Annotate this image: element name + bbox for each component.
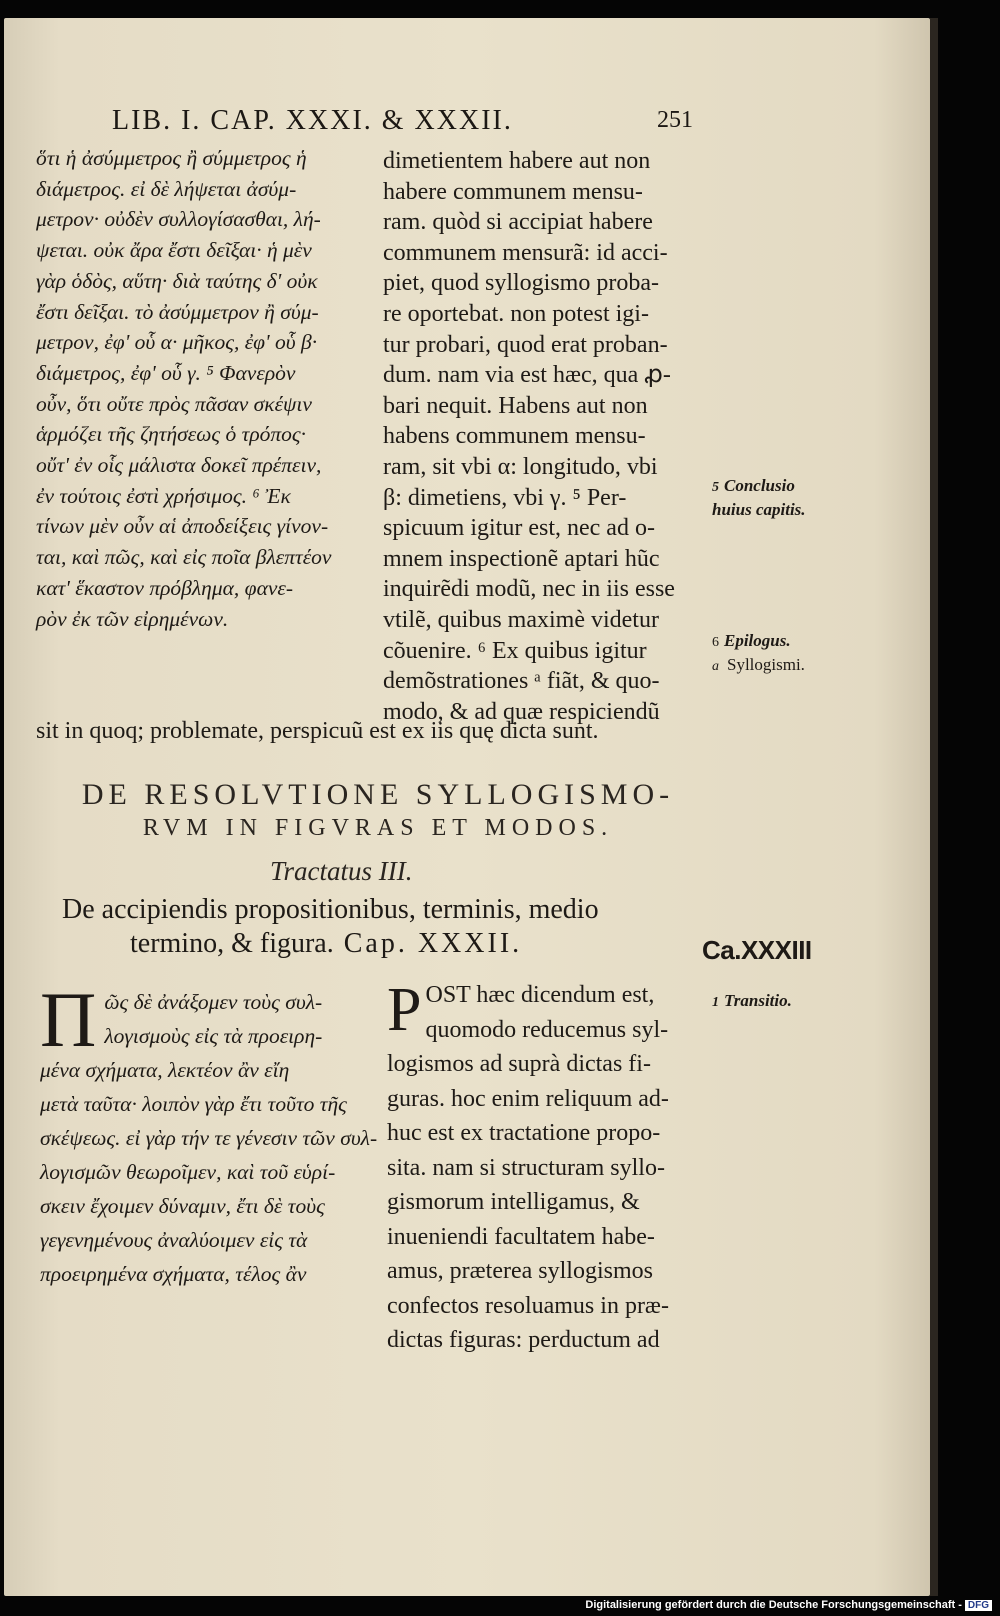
greek-column-1 (36, 143, 371, 634)
text-line: re oportebat. non potest igi- (383, 300, 649, 327)
running-head (112, 105, 812, 137)
page-edge (930, 18, 938, 1596)
running-head-text: LIB. I. CAP. XXXI. & XXXII. (112, 105, 513, 136)
text-line: ram, sit vbi α: longitudo, vbi (383, 453, 658, 480)
note-text: Transitio. (724, 991, 792, 1010)
text-line: mnem inspectionẽ aptari hũc (383, 545, 660, 572)
note-number: 6 (712, 635, 719, 650)
text-line: σκειν ἔχοιμεν δύναμιν, ἔτι δὲ τοὺς (40, 1194, 325, 1218)
text-line: διάμετρος, ἐφ' οὗ γ. ⁵ Φανερὸν (36, 360, 296, 385)
text-line: ψεται. οὐκ ἄρα ἔστι δεῖξαι· ἡ μὲν (36, 238, 312, 263)
note-number: 1 (712, 995, 719, 1010)
text-line: μετὰ ταῦτα· λοιπὸν γὰρ ἔτι τοῦτο τῆς (40, 1092, 347, 1116)
footer-text: Digitalisierung gefördert durch die Deutsche Forschungsgemeinschaft - (585, 1599, 962, 1611)
text-line: habens communem mensu- (383, 423, 646, 450)
section-title-line2: RVM IN FIGVRAS ET MODOS. (142, 815, 614, 841)
text-line: tur probari, quod erat proban- (383, 331, 668, 358)
text-line: ἔστι δεῖξαι. τὸ ἀσύμμετρον ἢ σύμ- (36, 299, 319, 324)
text-line: modo, & ad quæ respiciendũ (383, 698, 660, 725)
text-line: spicuum igitur est, nec ad o- (383, 515, 655, 542)
text-line: demõstrationes ᵃ fiãt, & quo- (383, 668, 660, 695)
text-line: sita. nam si structuram syllo- (387, 1154, 665, 1181)
text-line: β: dimetiens, vbi γ. ⁵ Per- (383, 484, 627, 511)
text-line: γὰρ ὁδὸς, αὕτη· διὰ ταύτης δ' οὐκ (36, 268, 318, 293)
text-line: κατ' ἕκαστον πρόβλημα, φανε- (36, 575, 294, 600)
text-line: μετρον· οὐδὲν συλλογίσασθαι, λή- (36, 207, 321, 232)
text-line: ram. quòd si accipiat habere (383, 209, 653, 236)
drop-cap: P (387, 976, 422, 1044)
text-line: γεγενημένους ἀναλύοιμεν εἰς τὰ (40, 1228, 308, 1252)
text-line: cõuenire. ⁶ Ex quibus igitur (383, 637, 647, 664)
text-line: σκέψεως. εἰ γὰρ τήν τε γένεσιν τῶν συλ- (40, 1126, 378, 1150)
text-line: habere communem mensu- (383, 178, 643, 205)
text-line: τίνων μὲν οὖν αἱ ἀποδείξεις γίνον- (36, 514, 329, 539)
text-line: μετρον, ἐφ' οὗ α· μῆκος, ἐφ' οὗ β· (36, 330, 318, 355)
chapter-number: Cap. XXXII. (343, 928, 523, 959)
margin-note-6 (712, 630, 832, 678)
text-line: vtilẽ, quibus maximè videtur (383, 606, 659, 633)
text-line: ἁρμόζει τῆς ζητήσεως ὁ τρόπος· (36, 422, 307, 447)
text-line: bari nequit. Habens aut non (383, 392, 648, 419)
text-line: οὔτ' ἐν οἷς μάλιστα δοκεῖ πρέπειν, (36, 453, 322, 478)
margin-note-5 (712, 475, 832, 521)
note-text: Conclusio huius capitis. (712, 476, 806, 519)
latin-column-1 (383, 146, 713, 727)
drop-cap: Π (40, 976, 97, 1063)
text-line: dum. nam via est hæc, qua ꝓ- (383, 362, 671, 389)
text-line: προειρημένα σχήματα, τέλος ἂν (40, 1262, 307, 1286)
text-line: ται, καὶ πῶς, καὶ εἰς ποῖα βλεπτέον (36, 545, 332, 570)
dfg-logo: DFG (965, 1600, 992, 1611)
text-line: ὅτι ἡ ἀσύμμετρος ἢ σύμμετρος ἡ (36, 146, 307, 170)
text-line: huc est ex tractatione propo- (387, 1120, 661, 1146)
note-text: Syllogismi. (727, 655, 805, 674)
latin-column-2 (387, 978, 717, 1358)
text-line: logismos ad suprà dictas fi- (387, 1051, 651, 1077)
text-line: confectos resoluamus in præ- (387, 1292, 669, 1319)
text-line: OST hæc dicendum est, (425, 982, 655, 1008)
text-line: quomodo reducemus syl- (425, 1016, 669, 1043)
text-line: ῶς δὲ ἀνάξομεν τοὺς συλ- (104, 990, 323, 1014)
chapter-subtitle-line1: De accipiendis propositionibus, terminis, medio (62, 894, 599, 925)
text-line: inueniendi facultatem habe- (387, 1223, 655, 1250)
note-number: 5 (712, 480, 719, 495)
note-letter: a (712, 659, 719, 674)
text-line: dictas figuras: perductum ad (387, 1327, 660, 1353)
text-line: ρὸν ἐκ τῶν εἰρημένων. (36, 606, 229, 631)
text-line: amus, præterea syllogismos (387, 1258, 653, 1284)
text-line: διάμετρος. εἰ δὲ λήψεται ἀσύμ- (36, 176, 297, 201)
full-width-line: sit in quoq; problemate, perspicuũ est ex iis quę dicta sunt. (36, 718, 599, 744)
text-line: ἐν τούτοις ἐστὶ χρήσιμος. ⁶ Ἐκ (36, 483, 291, 508)
chapter-subtitle-line2 (130, 928, 522, 960)
text-line: gismorum intelligamus, & (387, 1189, 640, 1215)
text-line: μένα σχήματα, λεκτέον ἂν εἴη (40, 1058, 290, 1082)
page-number: 251 (657, 107, 693, 133)
text-line: communem mensurã: id acci- (383, 239, 668, 266)
subtitle-text: termino, & figura. (130, 928, 334, 959)
text-line: οὖν, ὅτι οὔτε πρὸς πᾶσαν σκέψιν (36, 391, 312, 416)
text-line: λογισμοὺς εἰς τὰ προειρη- (104, 1024, 323, 1048)
section-title-line1: DE RESOLVTIONE SYLLOGISMO- (81, 778, 675, 811)
text-line: piet, quod syllogismo proba- (383, 270, 659, 297)
digitization-footer (585, 1599, 992, 1611)
text-line: dimetientem habere aut non (383, 148, 651, 174)
chapter-marker: Ca.XXXIII (702, 935, 812, 965)
tractatus-heading: Tractatus III. (270, 856, 413, 886)
note-text: Epilogus. (724, 631, 791, 650)
margin-note-1 (712, 990, 792, 1014)
text-line: λογισμῶν θεωροῖμεν, καὶ τοῦ εὑρί- (40, 1160, 336, 1184)
text-line: guras. hoc enim reliquum ad- (387, 1085, 669, 1112)
greek-column-2 (40, 976, 378, 1291)
text-line: inquirẽdi modũ, nec in iis esse (383, 576, 675, 603)
